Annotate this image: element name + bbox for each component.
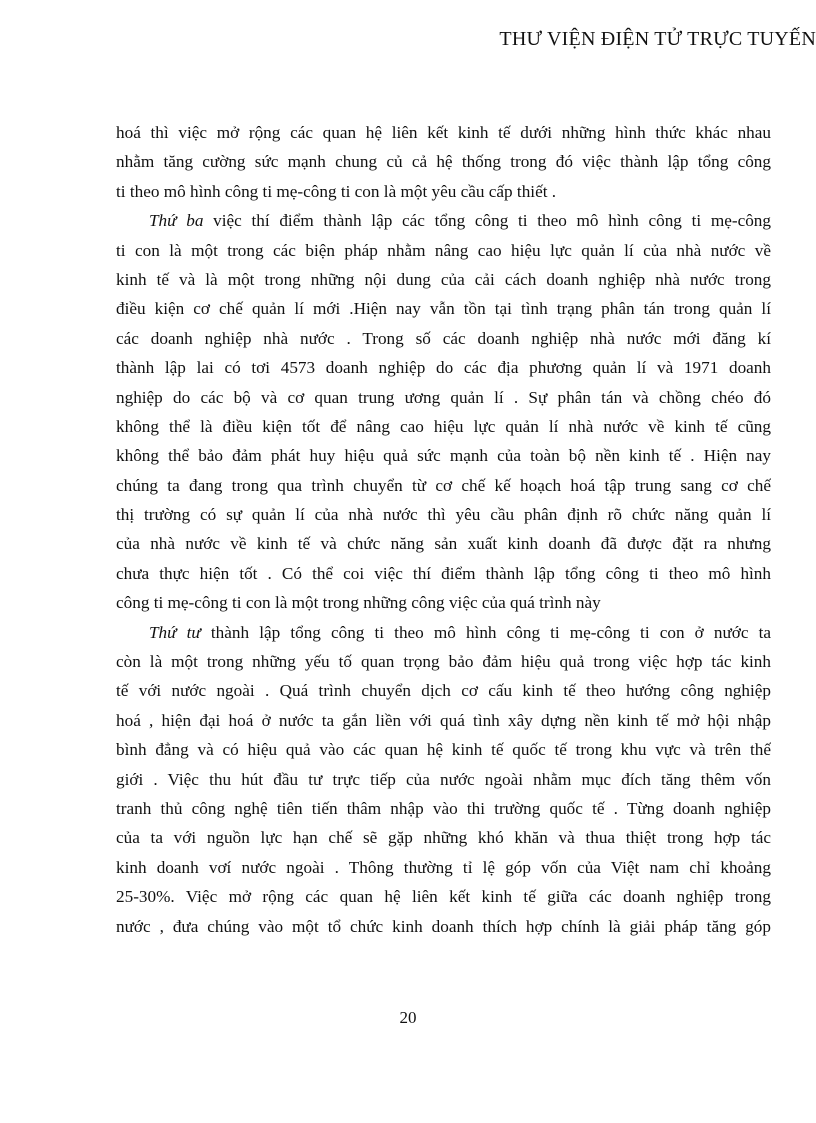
text-line: bình đẳng và có hiệu quả vào các quan hệ kinh tế quốc tế trong khu vực và trên thế [116,740,771,760]
text-line: còn là một trong những yếu tố quan trọng bảo đảm hiệu quả trong việc hợp tác kinh [116,652,771,672]
library-header [0,28,816,51]
text-line: ti con là một trong các biện pháp nhằm nâng cao hiệu lực quản lí của nhà nước về [116,240,771,260]
text-line: nước , đưa chúng vào một tổ chức kinh doanh thích hợp chính là giải pháp tăng góp [116,916,771,936]
text-line: không thể bảo đảm phát huy hiệu quả sức mạnh của toàn bộ nền kinh tế . Hiện nay [116,446,771,466]
text-line: thành lập lai có tơi 4573 doanh nghiệp do các địa phương quản lí và 1971 doanh [116,358,771,378]
text-line: kinh tế và là một trong những nội dung của cải cách doanh nghiệp nhà nước trong [116,269,771,289]
text-line: 25-30%. Việc mở rộng các quan hệ liên kết kinh tế giữa các doanh nghiệp trong [116,887,771,907]
text-line: ti theo mô hình công ti mẹ-công ti con là một yêu cầu cấp thiết . [116,181,557,201]
text-line: các doanh nghiệp nhà nước . Trong số các doanh nghiệp nhà nước mới đăng kí [116,328,771,348]
paragraph-lead-italic: Thứ ba [149,211,204,231]
text-line: điều kiện cơ chế quản lí mới .Hiện nay vẫn tồn tại tình trạng phân tán trong quản lí [116,299,771,319]
text-line-rest: thành lập tổng công ti theo mô hình công ti mẹ-công ti con ở nước ta [200,622,771,642]
text-line: tranh thủ công nghệ tiên tiến thâm nhập vào thi trường quốc tế . Từng doanh nghiệp [116,798,771,818]
text-line: chúng ta đang trong qua trình chuyển từ cơ chế kế hoạch hoá tập trung sang cơ chế [116,475,771,495]
paragraph-lead-italic: Thứ tư [149,622,201,642]
text-line-rest: việc thí điểm thành lập các tổng công ti theo mô hình công ti mẹ-công [203,211,771,231]
document-body [116,118,771,941]
text-line: chưa thực hiện tốt . Có thể coi việc thí điểm thành lập tổng công ti theo mô hình [116,563,771,583]
text-line: nghiệp do các bộ và cơ quan trung ương quản lí . Sự phân tán và chồng chéo đó [116,387,771,407]
text-line: hoá , hiện đại hoá ở nước ta gắn liền với quá tình xây dựng nền kinh tế mở hội nhập [116,710,771,730]
text-line [116,618,771,647]
text-line: kinh doanh vơí nước ngoài . Thông thường tỉ lệ góp vốn của Việt nam chỉ khoảng [116,857,771,877]
text-line: nhằm tăng cường sức mạnh chung củ cả hệ thống trong đó việc thành lập tổng công [116,152,771,172]
text-line: tế với nước ngoài . Quá trình chuyển dịch cơ cấu kinh tế theo hướng công nghiệp [116,681,771,701]
text-line: của ta với nguồn lực hạn chế sẽ gặp những khó khăn và thua thiệt trong hợp tác [116,828,771,848]
text-line: công ti mẹ-công ti con là một trong những công việc của quá trình này [116,593,601,613]
text-line: hoá thì việc mở rộng các quan hệ liên kết kinh tế dưới những hình thức khác nhau [116,123,771,142]
text-line: thị trường có sự quản lí của nhà nước thì yêu cầu phân định rõ chức năng quản lí [116,505,771,525]
text-line: giới . Việc thu hút đầu tư trực tiếp của nước ngoài nhằm mục đích tăng thêm vốn [116,769,771,789]
header-title: THƯ VIỆN ĐIỆN TỬ TRỰC TUYẾN [499,28,816,50]
text-line [116,206,771,235]
page-number: 20 [399,1008,417,1027]
text-line: không thể là điều kiện tốt để nâng cao hiệu lực quản lí nhà nước về kinh tế cũng [116,416,771,436]
text-line: của nhà nước về kinh tế và chức năng sản xuất kinh doanh đã được đặt ra nhưng [116,534,771,554]
